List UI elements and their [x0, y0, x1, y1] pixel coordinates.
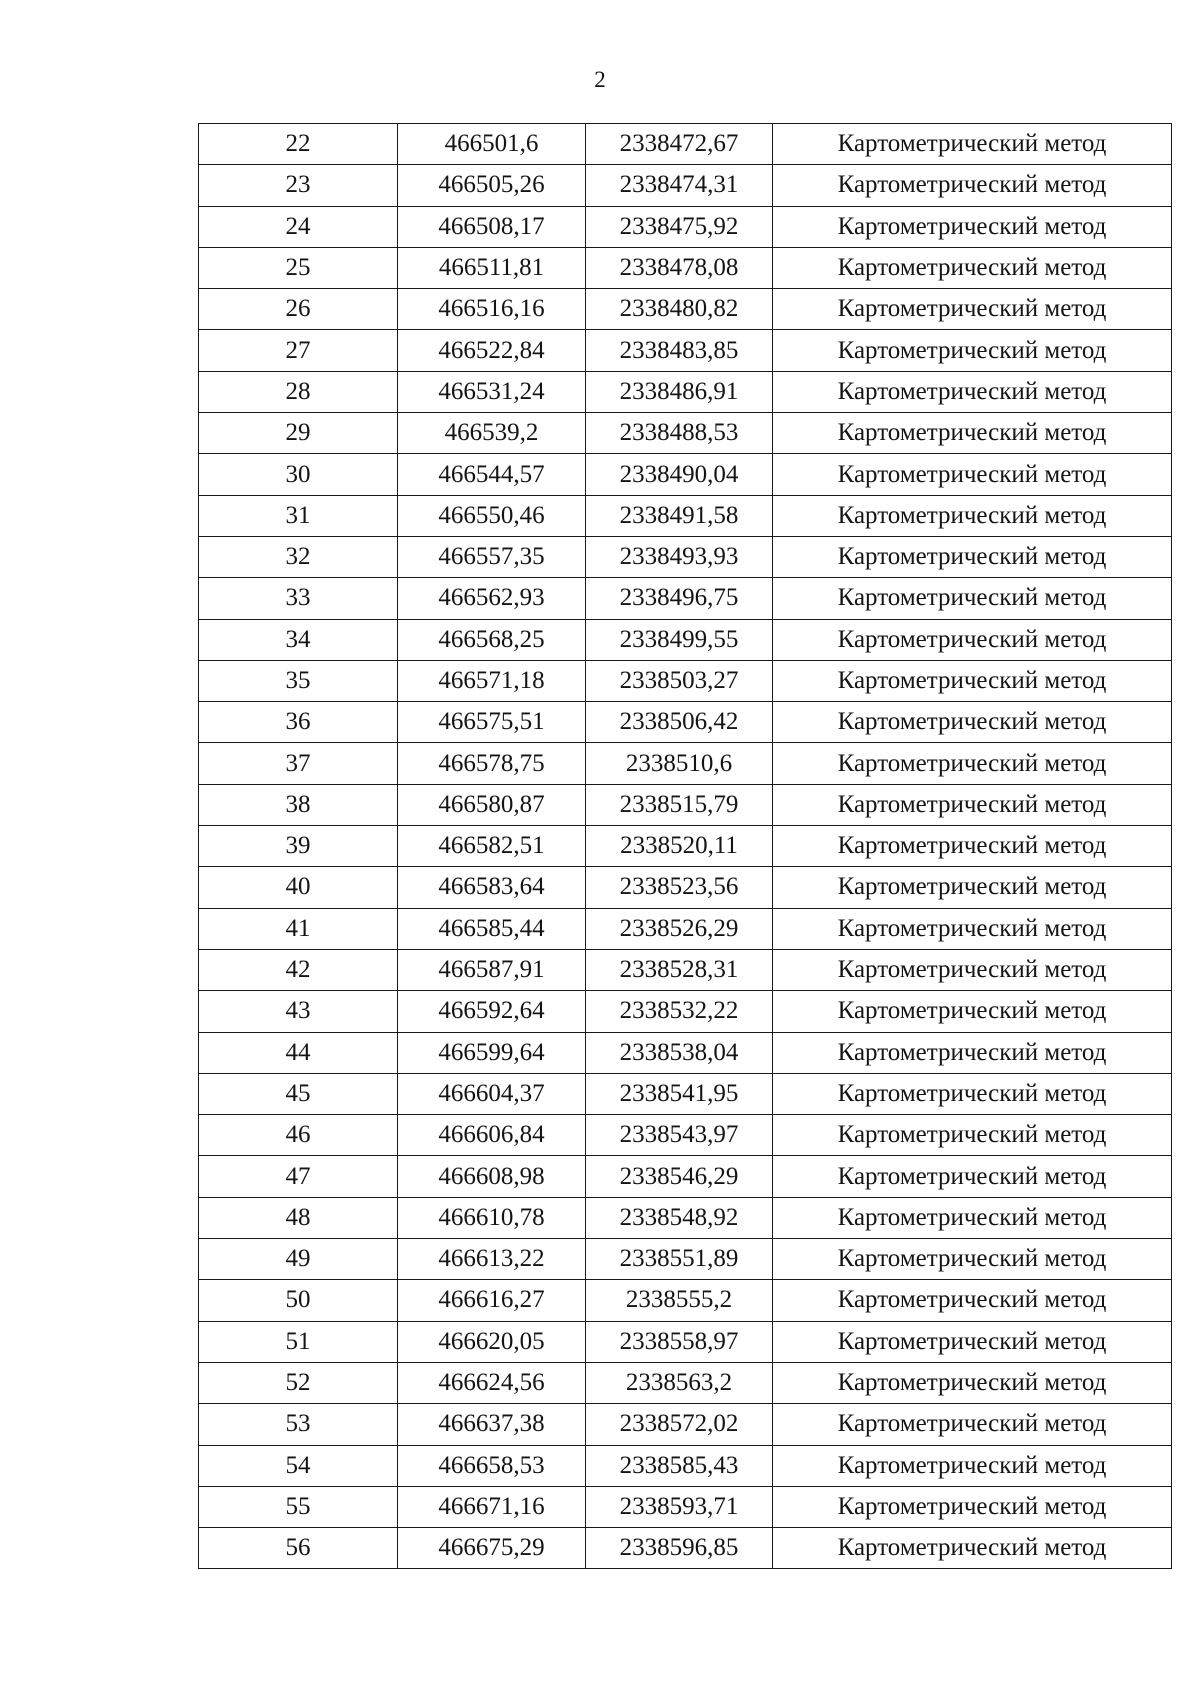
- method-cell: Картометрический метод: [773, 991, 1172, 1032]
- point-number-cell: 24: [199, 206, 398, 247]
- point-number-cell: 26: [199, 289, 398, 330]
- method-cell: Картометрический метод: [773, 413, 1172, 454]
- y-coordinate-cell: 2338572,02: [586, 1404, 773, 1445]
- table-row: [199, 743, 1172, 784]
- page-number: 2: [594, 67, 606, 92]
- method-cell: Картометрический метод: [773, 536, 1172, 577]
- method-cell: Картометрический метод: [773, 1073, 1172, 1114]
- method-cell: Картометрический метод: [773, 784, 1172, 825]
- y-coordinate-cell: 2338546,29: [586, 1156, 773, 1197]
- table-row: [199, 1073, 1172, 1114]
- point-number-cell: 47: [199, 1156, 398, 1197]
- point-number-cell: 23: [199, 165, 398, 206]
- x-coordinate-cell: 466522,84: [398, 330, 586, 371]
- table-row: [199, 1445, 1172, 1486]
- y-coordinate-cell: 2338520,11: [586, 826, 773, 867]
- method-cell: Картометрический метод: [773, 330, 1172, 371]
- table-row: [199, 1486, 1172, 1527]
- y-coordinate-cell: 2338478,08: [586, 247, 773, 288]
- table-row: [199, 1528, 1172, 1569]
- y-coordinate-cell: 2338486,91: [586, 371, 773, 412]
- point-number-cell: 40: [199, 867, 398, 908]
- x-coordinate-cell: 466531,24: [398, 371, 586, 412]
- point-number-cell: 53: [199, 1404, 398, 1445]
- method-cell: Картометрический метод: [773, 1239, 1172, 1280]
- point-number-cell: 49: [199, 1239, 398, 1280]
- table-row: [199, 578, 1172, 619]
- point-number-cell: 41: [199, 908, 398, 949]
- point-number-cell: 39: [199, 826, 398, 867]
- point-number-cell: 42: [199, 949, 398, 990]
- point-number-cell: 27: [199, 330, 398, 371]
- point-number-cell: 35: [199, 660, 398, 701]
- table-row: [199, 991, 1172, 1032]
- method-cell: Картометрический метод: [773, 206, 1172, 247]
- table-row: [199, 413, 1172, 454]
- y-coordinate-cell: 2338503,27: [586, 660, 773, 701]
- y-coordinate-cell: 2338585,43: [586, 1445, 773, 1486]
- point-number-cell: 33: [199, 578, 398, 619]
- table-row: [199, 454, 1172, 495]
- y-coordinate-cell: 2338538,04: [586, 1032, 773, 1073]
- table-row: [199, 371, 1172, 412]
- y-coordinate-cell: 2338472,67: [586, 124, 773, 165]
- y-coordinate-cell: 2338541,95: [586, 1073, 773, 1114]
- x-coordinate-cell: 466616,27: [398, 1280, 586, 1321]
- y-coordinate-cell: 2338506,42: [586, 702, 773, 743]
- x-coordinate-cell: 466539,2: [398, 413, 586, 454]
- method-cell: Картометрический метод: [773, 908, 1172, 949]
- x-coordinate-cell: 466608,98: [398, 1156, 586, 1197]
- y-coordinate-cell: 2338490,04: [586, 454, 773, 495]
- y-coordinate-cell: 2338548,92: [586, 1197, 773, 1238]
- point-number-cell: 30: [199, 454, 398, 495]
- table-row: [199, 1362, 1172, 1403]
- x-coordinate-cell: 466544,57: [398, 454, 586, 495]
- point-number-cell: 31: [199, 495, 398, 536]
- method-cell: Картометрический метод: [773, 1156, 1172, 1197]
- y-coordinate-cell: 2338543,97: [586, 1115, 773, 1156]
- x-coordinate-cell: 466624,56: [398, 1362, 586, 1403]
- y-coordinate-cell: 2338491,58: [586, 495, 773, 536]
- point-number-cell: 44: [199, 1032, 398, 1073]
- table-row: [199, 619, 1172, 660]
- x-coordinate-cell: 466637,38: [398, 1404, 586, 1445]
- point-number-cell: 48: [199, 1197, 398, 1238]
- x-coordinate-cell: 466606,84: [398, 1115, 586, 1156]
- y-coordinate-cell: 2338515,79: [586, 784, 773, 825]
- method-cell: Картометрический метод: [773, 1445, 1172, 1486]
- method-cell: Картометрический метод: [773, 371, 1172, 412]
- y-coordinate-cell: 2338551,89: [586, 1239, 773, 1280]
- method-cell: Картометрический метод: [773, 124, 1172, 165]
- method-cell: Картометрический метод: [773, 619, 1172, 660]
- y-coordinate-cell: 2338499,55: [586, 619, 773, 660]
- y-coordinate-cell: 2338496,75: [586, 578, 773, 619]
- table-row: [199, 165, 1172, 206]
- x-coordinate-cell: 466578,75: [398, 743, 586, 784]
- point-number-cell: 36: [199, 702, 398, 743]
- method-cell: Картометрический метод: [773, 1197, 1172, 1238]
- table-row: [199, 908, 1172, 949]
- x-coordinate-cell: 466580,87: [398, 784, 586, 825]
- table-row: [199, 702, 1172, 743]
- method-cell: Картометрический метод: [773, 867, 1172, 908]
- point-number-cell: 25: [199, 247, 398, 288]
- method-cell: Картометрический метод: [773, 247, 1172, 288]
- table-row: [199, 536, 1172, 577]
- method-cell: Картометрический метод: [773, 165, 1172, 206]
- point-number-cell: 55: [199, 1486, 398, 1527]
- y-coordinate-cell: 2338475,92: [586, 206, 773, 247]
- y-coordinate-cell: 2338510,6: [586, 743, 773, 784]
- x-coordinate-cell: 466620,05: [398, 1321, 586, 1362]
- coordinates-table: [198, 123, 1172, 1569]
- table-row: [199, 867, 1172, 908]
- x-coordinate-cell: 466505,26: [398, 165, 586, 206]
- x-coordinate-cell: 466610,78: [398, 1197, 586, 1238]
- method-cell: Картометрический метод: [773, 289, 1172, 330]
- point-number-cell: 54: [199, 1445, 398, 1486]
- method-cell: Картометрический метод: [773, 743, 1172, 784]
- y-coordinate-cell: 2338528,31: [586, 949, 773, 990]
- method-cell: Картометрический метод: [773, 702, 1172, 743]
- x-coordinate-cell: 466604,37: [398, 1073, 586, 1114]
- x-coordinate-cell: 466583,64: [398, 867, 586, 908]
- x-coordinate-cell: 466585,44: [398, 908, 586, 949]
- point-number-cell: 29: [199, 413, 398, 454]
- table-row: [199, 1156, 1172, 1197]
- table-row: [199, 660, 1172, 701]
- method-cell: Картометрический метод: [773, 495, 1172, 536]
- point-number-cell: 52: [199, 1362, 398, 1403]
- y-coordinate-cell: 2338488,53: [586, 413, 773, 454]
- table-row: [199, 495, 1172, 536]
- table-row: [199, 1115, 1172, 1156]
- method-cell: Картометрический метод: [773, 826, 1172, 867]
- point-number-cell: 32: [199, 536, 398, 577]
- x-coordinate-cell: 466511,81: [398, 247, 586, 288]
- point-number-cell: 22: [199, 124, 398, 165]
- x-coordinate-cell: 466599,64: [398, 1032, 586, 1073]
- y-coordinate-cell: 2338555,2: [586, 1280, 773, 1321]
- point-number-cell: 50: [199, 1280, 398, 1321]
- point-number-cell: 37: [199, 743, 398, 784]
- table-row: [199, 247, 1172, 288]
- x-coordinate-cell: 466658,53: [398, 1445, 586, 1486]
- x-coordinate-cell: 466587,91: [398, 949, 586, 990]
- method-cell: Картометрический метод: [773, 454, 1172, 495]
- table-row: [199, 949, 1172, 990]
- y-coordinate-cell: 2338493,93: [586, 536, 773, 577]
- table-row: [199, 1197, 1172, 1238]
- method-cell: Картометрический метод: [773, 1486, 1172, 1527]
- y-coordinate-cell: 2338480,82: [586, 289, 773, 330]
- x-coordinate-cell: 466671,16: [398, 1486, 586, 1527]
- x-coordinate-cell: 466568,25: [398, 619, 586, 660]
- x-coordinate-cell: 466675,29: [398, 1528, 586, 1569]
- method-cell: Картометрический метод: [773, 949, 1172, 990]
- y-coordinate-cell: 2338596,85: [586, 1528, 773, 1569]
- table-row: [199, 124, 1172, 165]
- x-coordinate-cell: 466508,17: [398, 206, 586, 247]
- point-number-cell: 38: [199, 784, 398, 825]
- table-row: [199, 1280, 1172, 1321]
- method-cell: Картометрический метод: [773, 578, 1172, 619]
- point-number-cell: 56: [199, 1528, 398, 1569]
- table-row: [199, 206, 1172, 247]
- y-coordinate-cell: 2338532,22: [586, 991, 773, 1032]
- x-coordinate-cell: 466571,18: [398, 660, 586, 701]
- method-cell: Картометрический метод: [773, 1115, 1172, 1156]
- x-coordinate-cell: 466501,6: [398, 124, 586, 165]
- y-coordinate-cell: 2338563,2: [586, 1362, 773, 1403]
- y-coordinate-cell: 2338593,71: [586, 1486, 773, 1527]
- y-coordinate-cell: 2338474,31: [586, 165, 773, 206]
- method-cell: Картометрический метод: [773, 1280, 1172, 1321]
- table-row: [199, 784, 1172, 825]
- x-coordinate-cell: 466516,16: [398, 289, 586, 330]
- method-cell: Картометрический метод: [773, 1528, 1172, 1569]
- table-row: [199, 330, 1172, 371]
- table-row: [199, 1404, 1172, 1445]
- y-coordinate-cell: 2338558,97: [586, 1321, 773, 1362]
- table-row: [199, 289, 1172, 330]
- table-row: [199, 1032, 1172, 1073]
- point-number-cell: 46: [199, 1115, 398, 1156]
- point-number-cell: 45: [199, 1073, 398, 1114]
- y-coordinate-cell: 2338523,56: [586, 867, 773, 908]
- x-coordinate-cell: 466550,46: [398, 495, 586, 536]
- x-coordinate-cell: 466582,51: [398, 826, 586, 867]
- table-row: [199, 826, 1172, 867]
- point-number-cell: 43: [199, 991, 398, 1032]
- point-number-cell: 51: [199, 1321, 398, 1362]
- x-coordinate-cell: 466557,35: [398, 536, 586, 577]
- method-cell: Картометрический метод: [773, 1362, 1172, 1403]
- x-coordinate-cell: 466592,64: [398, 991, 586, 1032]
- table-row: [199, 1321, 1172, 1362]
- method-cell: Картометрический метод: [773, 660, 1172, 701]
- table-row: [199, 1239, 1172, 1280]
- y-coordinate-cell: 2338526,29: [586, 908, 773, 949]
- coordinates-table-body: [199, 124, 1172, 1569]
- x-coordinate-cell: 466575,51: [398, 702, 586, 743]
- y-coordinate-cell: 2338483,85: [586, 330, 773, 371]
- method-cell: Картометрический метод: [773, 1032, 1172, 1073]
- method-cell: Картометрический метод: [773, 1321, 1172, 1362]
- x-coordinate-cell: 466562,93: [398, 578, 586, 619]
- point-number-cell: 28: [199, 371, 398, 412]
- point-number-cell: 34: [199, 619, 398, 660]
- method-cell: Картометрический метод: [773, 1404, 1172, 1445]
- x-coordinate-cell: 466613,22: [398, 1239, 586, 1280]
